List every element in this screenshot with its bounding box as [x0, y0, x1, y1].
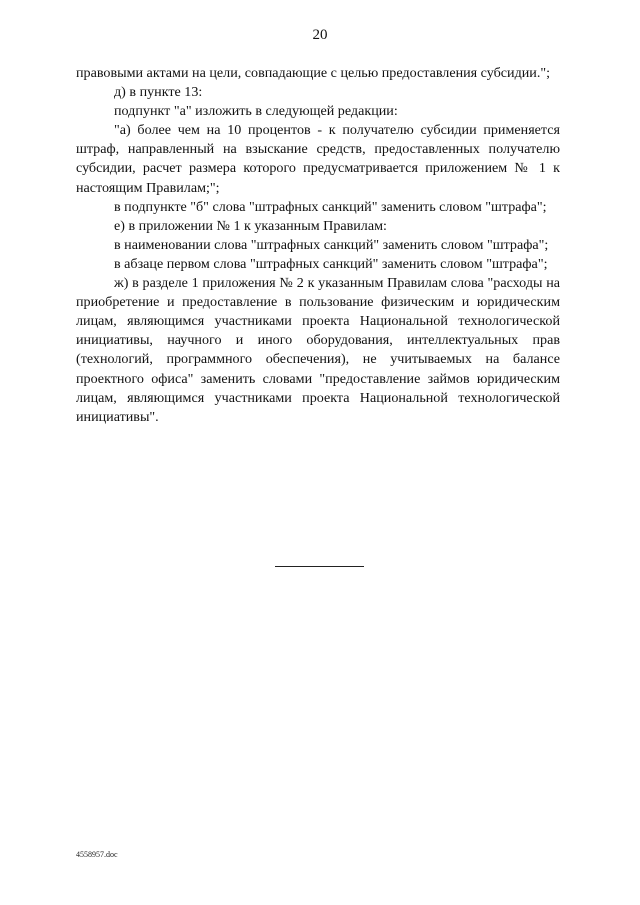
footer-file-name: 4558957.doc [76, 850, 118, 859]
document-body [76, 64, 560, 427]
end-divider-line [275, 566, 364, 567]
paragraph-subitem-a-instruction: подпункт "а" изложить в следующей редакции: [114, 103, 398, 120]
paragraph-subitem-a-new-text: "а) более чем на 10 процентов - к получателю субсидии применяется штраф, направленный на взыскание средств, предоставленных получателю субсидии, расчет размера которого предусматривается приложением № 1 к настоящим Правилам;"; [76, 122, 560, 196]
paragraph-item-e: е) в приложении № 1 к указанным Правилам: [114, 217, 387, 234]
page-number: 20 [312, 27, 328, 43]
paragraph-name-change: в наименовании слова "штрафных санкций" заменить словом "штрафа"; [114, 236, 549, 253]
paragraph-item-d: д) в пункте 13: [114, 84, 203, 101]
paragraph-first-abzac: в абзаце первом слова "штрафных санкций" заменить словом "штрафа"; [114, 255, 548, 272]
paragraph-subitem-b: в подпункте "б" слова "штрафных санкций" заменить словом "штрафа"; [114, 198, 547, 215]
paragraph-continuation: правовыми актами на цели, совпадающие с целью предоставления субсидии."; [76, 65, 551, 81]
paragraph-item-zh: ж) в разделе 1 приложения № 2 к указанным Правилам слова "расходы на приобретение и предоставление в пользование физическим и юридическим лицам, являющимся участниками проекта Национальной технологической инициативы, научного и иного оборудования, интеллектуальных прав (технологий, программного обеспечения), не учитываемых на балансе проектного офиса" заменить словами "предоставление займов юридическим лицам, являющимся участниками проекта Национальной технологической инициативы". [76, 275, 560, 425]
